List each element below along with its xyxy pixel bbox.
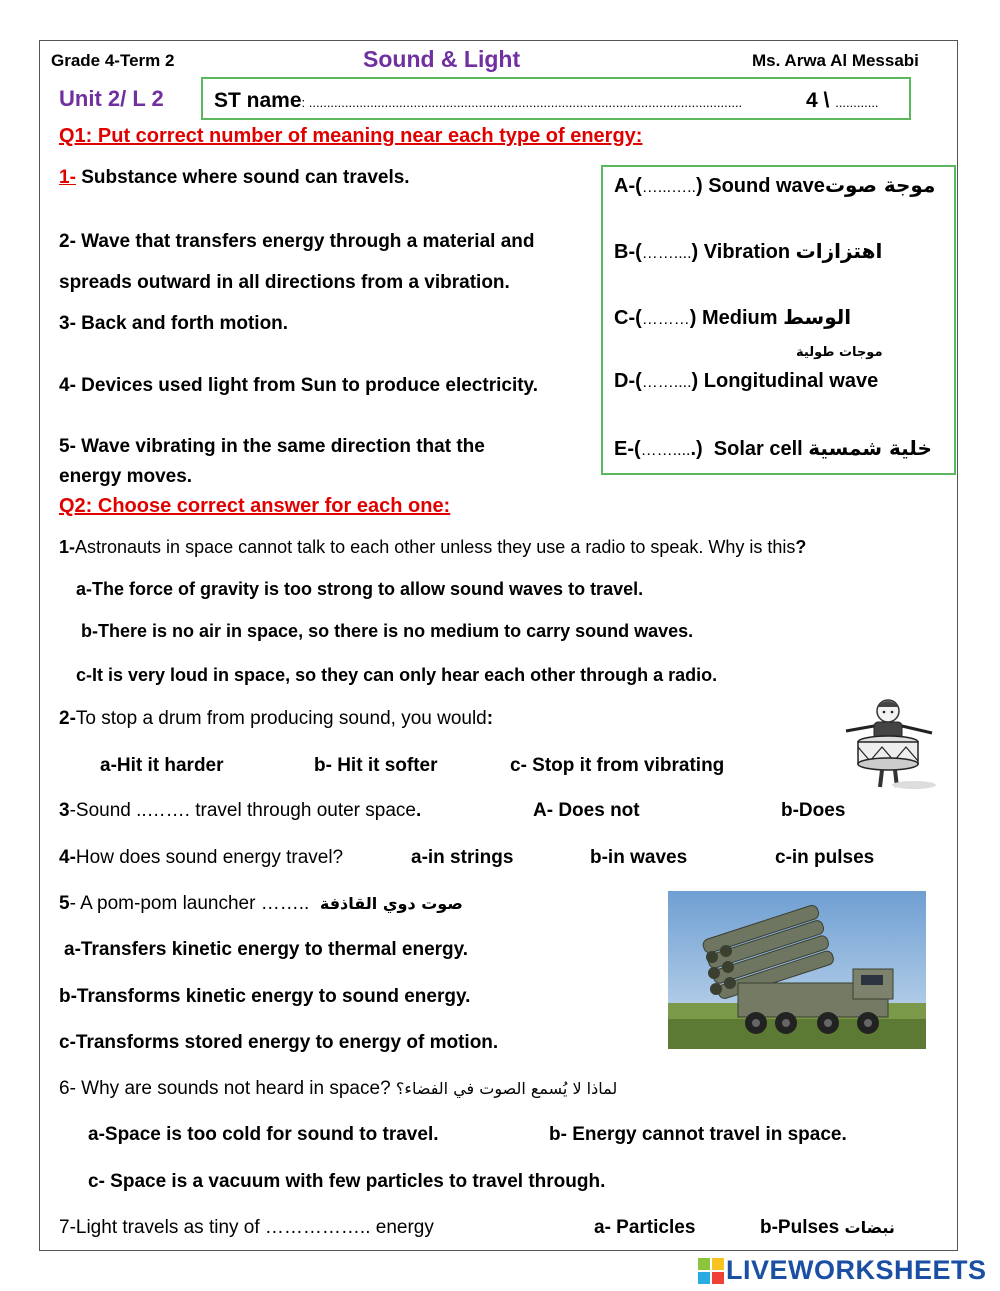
q2-7-option-b[interactable]: b-Pulses نبضات (760, 1217, 895, 1238)
q1-item-5-line2: energy moves. (59, 466, 193, 487)
q2-question-4: 4-How does sound energy travel? (59, 847, 344, 868)
q2-2-option-a[interactable]: a-Hit it harder (100, 755, 224, 776)
q2-question-2: 2-To stop a drum from producing sound, you would: (59, 708, 494, 729)
q1-item-1: 1- Substance where sound can travels. (59, 167, 410, 188)
answer-a-blank[interactable]: …...….. (641, 179, 696, 196)
unit-label: Unit 2/ L 2 (59, 86, 164, 111)
q2-6-option-c[interactable]: c- Space is a vacuum with few particles to travel through. (88, 1171, 606, 1192)
q1-answer-d: D-(……....) Longitudinal wave (614, 370, 879, 392)
liveworksheets-logo (698, 1255, 987, 1286)
q1-answer-d-arabic: موجات طولية (796, 345, 883, 360)
q2-question-7: 7-Light travels as tiny of …………….. energy (59, 1217, 434, 1238)
q2-question-5: 5- A pom-pom launcher …….. صوت دوي القاذفة (59, 893, 463, 914)
q2-4-option-c[interactable]: c-in pulses (775, 847, 875, 868)
q2-1-option-a[interactable]: a-The force of gravity is too strong to allow sound waves to travel. (76, 579, 644, 599)
page-title: Sound & Light (363, 46, 521, 72)
q2-1-option-c[interactable]: c-It is very loud in space, so they can only hear each other through a radio. (76, 665, 718, 685)
answer-e-blank[interactable]: …….... (640, 442, 691, 459)
q2-7-option-a[interactable]: a- Particles (594, 1217, 696, 1238)
answer-c-blank[interactable]: ……… (641, 311, 690, 328)
q2-2-option-c[interactable]: c- Stop it from vibrating (510, 755, 725, 776)
q1-answer-a: A-(…...…..) Sound waveموجة صوت (614, 173, 936, 197)
q1-item-4: 4- Devices used light from Sun to produce electricity. (59, 375, 538, 396)
q2-3-option-b[interactable]: b-Does (781, 800, 846, 821)
q1-item-2-line2: spreads outward in all directions from a vibration. (59, 272, 510, 293)
q2-1-option-b[interactable]: b-There is no air in space, so there is no medium to carry sound waves. (81, 621, 694, 641)
q2-question-3: 3-Sound ..……. travel through outer space. (59, 800, 422, 821)
answer-d-blank[interactable]: …….... (641, 374, 692, 391)
q1-answer-b: B-(……....) Vibration اهتزازات (614, 239, 883, 263)
liveworksheets-grid-icon (698, 1258, 724, 1284)
q1-title: Q1: Put correct number of meaning near each type of energy: (59, 125, 643, 147)
class-label: 4 \ ............ (806, 89, 879, 112)
q2-6-option-a[interactable]: a-Space is too cold for sound to travel. (88, 1124, 439, 1145)
q2-4-option-b[interactable]: b-in waves (590, 847, 688, 868)
student-name-label: ST name: ........................................................................................................................ (214, 89, 743, 112)
student-name-field[interactable]: : ........................................................................................................................ (301, 95, 743, 110)
q1-item-5-line1: 5- Wave vibrating in the same direction that the (59, 436, 485, 457)
q2-4-option-a[interactable]: a-in strings (411, 847, 514, 868)
q2-6-option-b[interactable]: b- Energy cannot travel in space. (549, 1124, 847, 1145)
q1-answer-e: E-(…….....) Solar cell خلية شمسية (614, 436, 932, 460)
q1-item-2-line1: 2- Wave that transfers energy through a material and (59, 231, 535, 252)
liveworksheets-brand: LIVEWORKSHEETS (726, 1255, 987, 1285)
class-field[interactable]: ............ (835, 95, 879, 110)
q1-item-3: 3- Back and forth motion. (59, 313, 289, 334)
q2-question-6: 6- Why are sounds not heard in space? لماذا لا يُسمع الصوت في الفضاء؟ (59, 1078, 618, 1099)
q2-5-option-c[interactable]: c-Transforms stored energy to energy of motion. (59, 1032, 499, 1053)
grade-label: Grade 4-Term 2 (51, 51, 175, 70)
answer-b-blank[interactable]: …….... (641, 245, 692, 262)
q2-3-option-a[interactable]: A- Does not (533, 800, 640, 821)
q2-question-1: 1-Astronauts in space cannot talk to each other unless they use a radio to speak. Why is this? (59, 537, 807, 557)
rocket-launcher-photo (668, 891, 926, 1049)
q2-5-option-b[interactable]: b-Transforms kinetic energy to sound energy. (59, 986, 471, 1007)
q2-title: Q2: Choose correct answer for each one: (59, 495, 451, 517)
q2-5-option-a[interactable]: a-Transfers kinetic energy to thermal energy. (64, 939, 469, 960)
drummer-illustration (840, 695, 940, 790)
q2-2-option-b[interactable]: b- Hit it softer (314, 755, 438, 776)
q1-answer-c: C-(………) Medium الوسط (614, 305, 852, 329)
teacher-name: Ms. Arwa Al Messabi (752, 51, 919, 70)
